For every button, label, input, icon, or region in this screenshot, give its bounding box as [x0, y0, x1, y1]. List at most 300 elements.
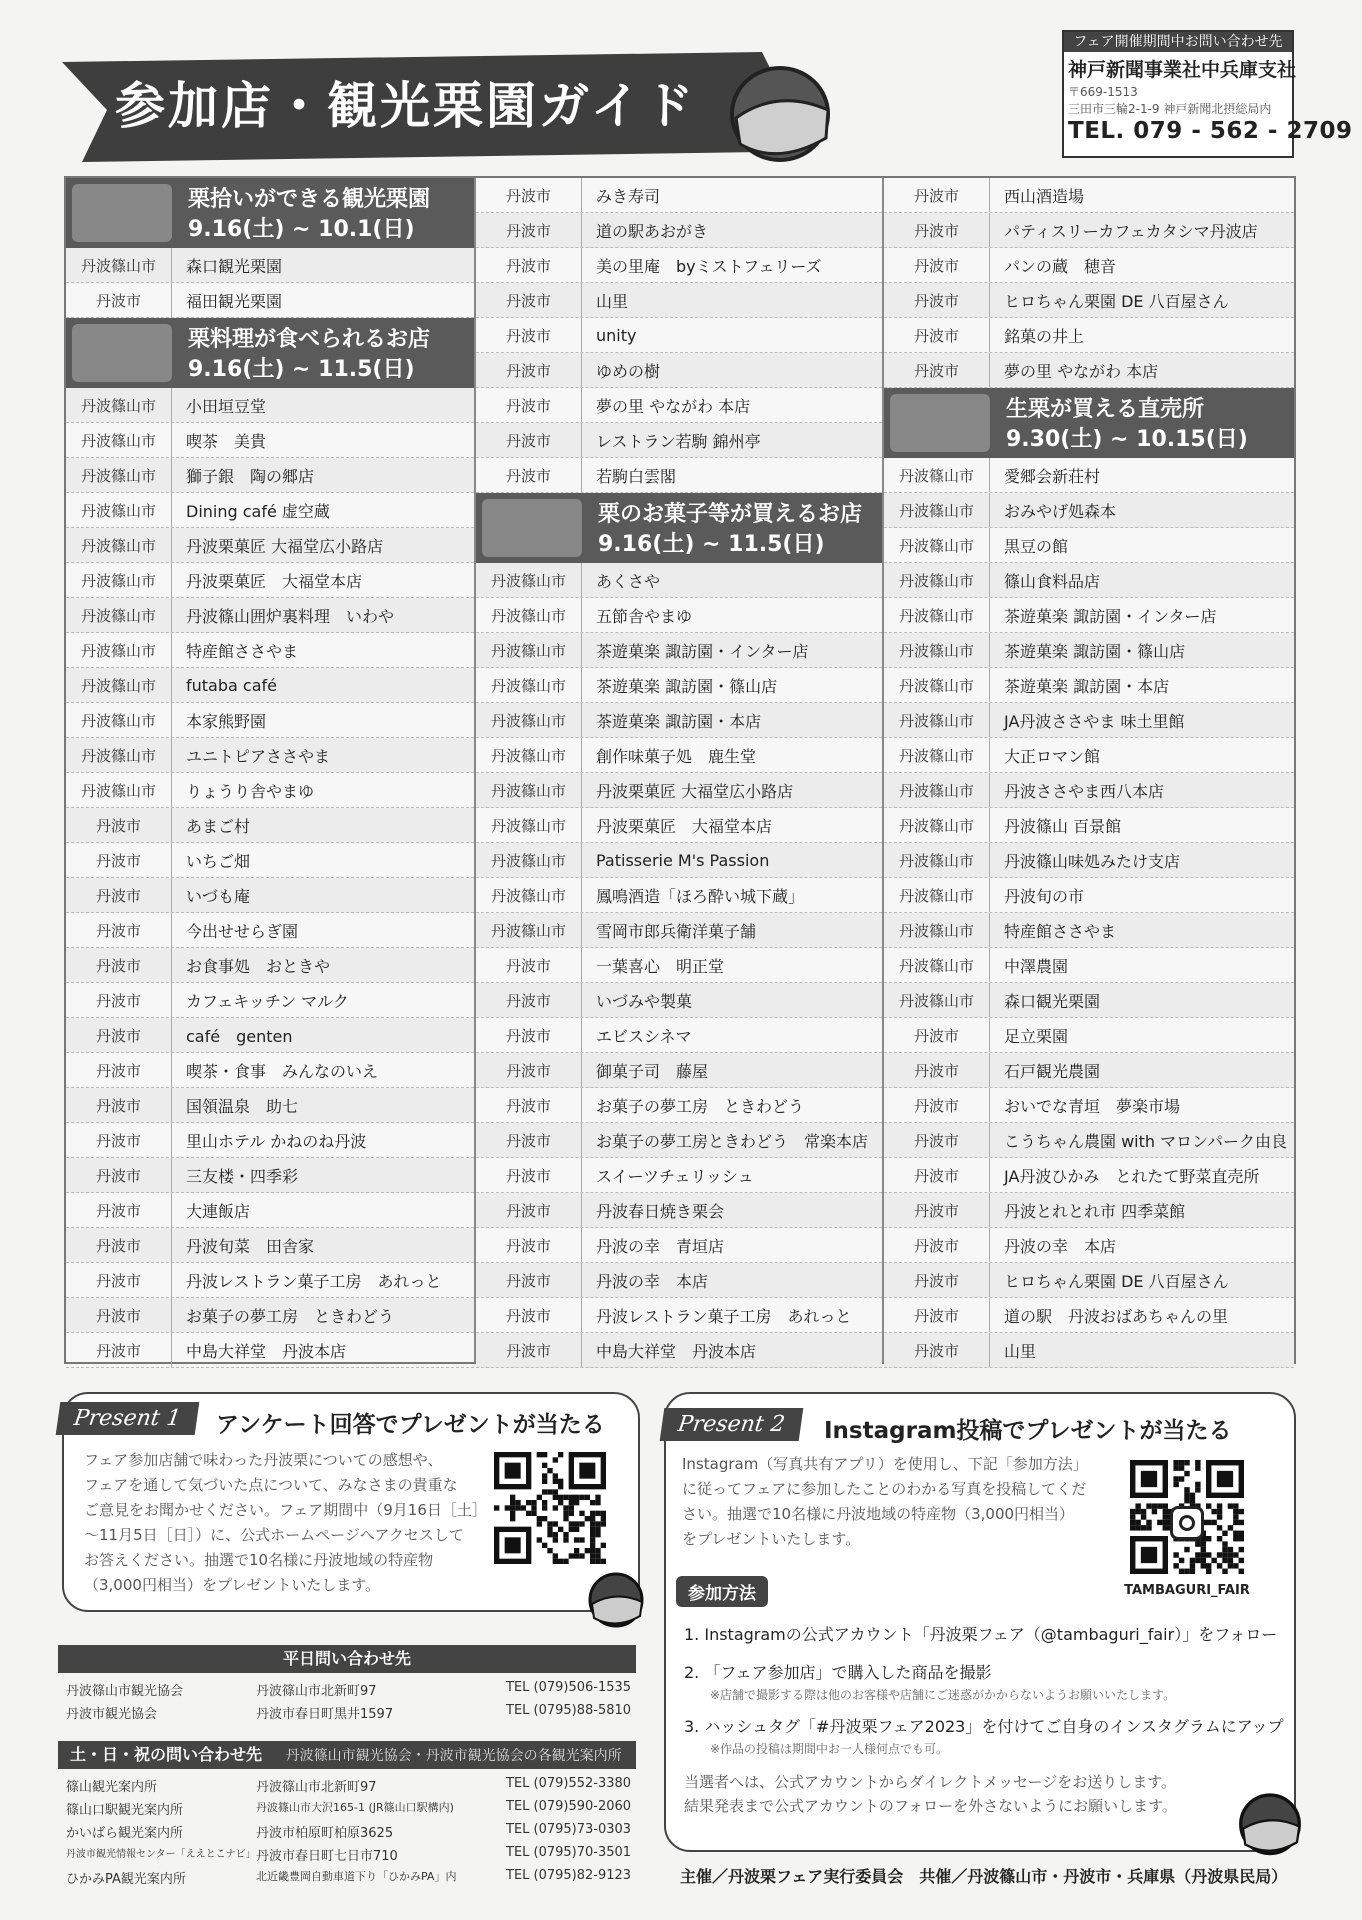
shop-row	[884, 1193, 1294, 1228]
shop-row	[66, 493, 474, 528]
shop-row	[66, 563, 474, 598]
city-name: 丹波市	[884, 1018, 990, 1052]
shop-name: 茶遊菓楽 諏訪園・インター店	[596, 641, 809, 661]
shop-name: りょうり舎やまゆ	[186, 781, 315, 801]
shop-name: 丹波の幸 本店	[596, 1271, 709, 1291]
shop-row	[476, 1088, 882, 1123]
shop-name: ヒロちゃん栗園 DE 八百屋さん	[1004, 1271, 1229, 1291]
weekday-contact-header: 平日問い合わせ先	[58, 1645, 636, 1673]
city-name: 丹波市	[476, 213, 582, 247]
shop-name: 夢の里 やながわ 本店	[1004, 361, 1159, 381]
present-1-text	[84, 1448, 487, 1598]
city-name: 丹波篠山市	[884, 668, 990, 702]
shop-row	[476, 1123, 882, 1158]
city-name: 丹波市	[66, 913, 172, 947]
shop-row	[884, 493, 1294, 528]
weekend-contact-list	[66, 1776, 636, 1896]
shop-row	[476, 213, 882, 248]
shop-name: 若駒白雲閣	[596, 466, 677, 486]
section-photo	[482, 499, 582, 557]
office-tel: TEL (079)590-2060	[506, 1799, 632, 1814]
city-name: 丹波市	[476, 388, 582, 422]
shop-row	[476, 773, 882, 808]
shop-name: 鳳鳴酒造「ほろ酔い城下蔵」	[596, 886, 805, 906]
section-dates: 9.16(土) ~ 10.1(日)	[188, 217, 415, 242]
shop-row	[66, 808, 474, 843]
shop-row	[476, 1018, 882, 1053]
office-address: 丹波篠山市北新町97	[256, 1780, 377, 1795]
city-name: 丹波市	[884, 1088, 990, 1122]
shop-row	[66, 1228, 474, 1263]
shop-row	[884, 1123, 1294, 1158]
shop-name: お菓子の夢工房 ときわどう	[186, 1306, 395, 1326]
shop-name: 石戸観光農園	[1004, 1061, 1101, 1081]
shop-name: 中澤農園	[1004, 956, 1069, 976]
city-name: 丹波篠山市	[884, 703, 990, 737]
contact-row	[66, 1822, 636, 1845]
section-title: 栗料理が食べられるお店	[188, 327, 431, 352]
city-name: 丹波篠山市	[476, 668, 582, 702]
city-name: 丹波市	[476, 1263, 582, 1297]
shop-row	[884, 668, 1294, 703]
shop-row	[476, 178, 882, 213]
shop-row	[476, 598, 882, 633]
shop-row	[66, 1158, 474, 1193]
office-name: かいばら観光案内所	[66, 1826, 184, 1841]
shop-name: 大連飯店	[186, 1201, 251, 1221]
shop-name: 創作味菓子処 鹿生堂	[596, 746, 757, 766]
shop-name: 本家熊野園	[186, 711, 267, 731]
city-name: 丹波篠山市	[476, 598, 582, 632]
shop-name: 夢の里 やながわ 本店	[596, 396, 751, 416]
city-name: 丹波篠山市	[66, 388, 172, 422]
shop-row	[476, 1298, 882, 1333]
office-tel: TEL (0795)70-3501	[506, 1845, 632, 1860]
shop-name: 茶遊菓楽 諏訪園・篠山店	[596, 676, 778, 696]
city-name: 丹波市	[476, 353, 582, 387]
shop-row	[476, 703, 882, 738]
shop-row	[884, 1333, 1294, 1368]
city-name: 丹波市	[476, 248, 582, 282]
city-name: 丹波篠山市	[66, 423, 172, 457]
shop-row	[66, 948, 474, 983]
text-line: に従ってフェアに参加したことのわかる写真を投稿してくだ	[682, 1480, 1087, 1498]
shop-name: カフェキッチン マルク	[186, 991, 349, 1011]
shop-row	[476, 633, 882, 668]
shop-row	[476, 1263, 882, 1298]
city-name: 丹波市	[476, 948, 582, 982]
shop-name: 今出せせらぎ園	[186, 921, 299, 941]
office-name: ひかみPA観光案内所	[66, 1872, 186, 1887]
weekend-title: 土・日・祝の問い合わせ先	[70, 1745, 263, 1764]
shop-name: 丹波レストラン菓子工房 あれっと	[596, 1306, 852, 1326]
office-address: 丹波市春日町七日市710	[256, 1849, 398, 1864]
shop-row	[476, 1228, 882, 1263]
city-name: 丹波市	[66, 1263, 172, 1297]
city-name: 丹波篠山市	[476, 773, 582, 807]
shop-name: café genten	[186, 1026, 293, 1046]
shop-name: 丹波の幸 本店	[1004, 1236, 1117, 1256]
shop-name: 丹波栗菓匠 大福堂広小路店	[596, 781, 794, 801]
shop-row	[476, 1193, 882, 1228]
contact-row	[66, 1868, 636, 1891]
shop-row	[476, 983, 882, 1018]
page-title: 参加店・観光栗園ガイド	[115, 77, 697, 135]
office-tel: TEL (0795)73-0303	[506, 1822, 632, 1837]
office-address: 丹波篠山市北新町97	[256, 1684, 377, 1699]
section-photo	[890, 394, 990, 452]
city-name: 丹波篠山市	[66, 248, 172, 282]
shop-row	[476, 248, 882, 283]
city-name: 丹波市	[66, 1158, 172, 1192]
city-name: 丹波市	[476, 1298, 582, 1332]
shop-name: 丹波篠山 百景館	[1004, 816, 1122, 836]
shop-name: 西山酒造場	[1004, 186, 1085, 206]
city-name: 丹波市	[476, 1088, 582, 1122]
city-name: 丹波篠山市	[884, 458, 990, 492]
office-name: 篠山口駅観光案内所	[66, 1803, 184, 1818]
shop-row	[66, 738, 474, 773]
shop-name: 森口観光栗園	[1004, 991, 1101, 1011]
shop-row	[66, 983, 474, 1018]
shop-name: こうちゃん農園 with マロンパーク由良	[1004, 1131, 1287, 1151]
city-name: 丹波篠山市	[884, 878, 990, 912]
city-name: 丹波篠山市	[884, 773, 990, 807]
shop-name: 丹波栗菓匠 大福堂本店	[186, 571, 363, 591]
shop-name: 特産館ささやま	[186, 641, 299, 661]
shop-name: 篠山食料品店	[1004, 571, 1101, 591]
shop-name: 丹波栗菓匠 大福堂本店	[596, 816, 773, 836]
city-name: 丹波市	[884, 1228, 990, 1262]
contact-tel: TEL. 079 - 562 - 2709	[1068, 118, 1353, 144]
shop-name: スイーツチェリッシュ	[596, 1166, 754, 1186]
shop-row	[884, 1263, 1294, 1298]
shop-name: 特産館ささやま	[1004, 921, 1117, 941]
city-name: 丹波市	[66, 1333, 172, 1367]
city-name: 丹波篠山市	[66, 738, 172, 772]
shop-name: 喫茶・食事 みんなのいえ	[186, 1061, 379, 1081]
section-photo	[72, 184, 172, 242]
shop-row	[476, 353, 882, 388]
shop-row	[476, 1333, 882, 1368]
shop-name: 丹波篠山囲炉裏料理 いわや	[186, 606, 395, 626]
sponsor-line: 主催／丹波栗フェア実行委員会 共催／丹波篠山市・丹波市・兵庫県（丹波県民局）	[680, 1867, 1288, 1886]
city-name: 丹波市	[476, 983, 582, 1017]
column-2	[476, 178, 882, 1362]
city-name: 丹波市	[476, 318, 582, 352]
city-name: 丹波市	[66, 1228, 172, 1262]
city-name: 丹波篠山市	[884, 913, 990, 947]
text-line: Instagram（写真共有アプリ）を使用し、下記「参加方法」	[682, 1455, 1088, 1473]
city-name: 丹波市	[884, 1263, 990, 1297]
chestnut-icon	[1234, 1786, 1306, 1858]
shop-row	[884, 808, 1294, 843]
shop-row	[476, 458, 882, 493]
city-name: 丹波市	[66, 1088, 172, 1122]
city-name: 丹波市	[884, 283, 990, 317]
shop-name: 御菓子司 藤屋	[596, 1061, 709, 1081]
shop-name: unity	[596, 325, 637, 345]
section-header-restaurants	[66, 318, 474, 388]
shop-name: Patisserie M's Passion	[596, 850, 770, 870]
city-name: 丹波市	[884, 213, 990, 247]
city-name: 丹波市	[66, 283, 172, 317]
city-name: 丹波市	[884, 1298, 990, 1332]
shop-name: 丹波とれとれ市 四季菜館	[1004, 1201, 1186, 1221]
shop-row	[884, 283, 1294, 318]
city-name: 丹波篠山市	[476, 563, 582, 597]
shop-row	[476, 738, 882, 773]
present-2-tag: Present 2	[660, 1408, 803, 1441]
shop-name: 茶遊菓楽 諏訪園・本店	[596, 711, 762, 731]
shop-row	[884, 598, 1294, 633]
shop-row	[884, 528, 1294, 563]
text-line: をプレゼントいたします。	[682, 1530, 861, 1548]
shop-name: ヒロちゃん栗園 DE 八百屋さん	[1004, 291, 1229, 311]
shop-row	[476, 388, 882, 423]
shop-name: 茶遊菓楽 諏訪園・本店	[1004, 676, 1170, 696]
shop-name: 里山ホテル かねのね丹波	[186, 1131, 367, 1151]
shop-row	[66, 1018, 474, 1053]
shop-row	[884, 248, 1294, 283]
shop-row	[66, 248, 474, 283]
shop-row	[66, 773, 474, 808]
shop-name: おみやげ処森本	[1004, 501, 1117, 521]
text-line: 当選者へは、公式アカウントからダイレクトメッセージをお送りします。	[684, 1773, 1177, 1791]
shop-name: 道の駅あおがき	[596, 221, 709, 241]
office-name: 篠山観光案内所	[66, 1780, 158, 1795]
shop-row	[884, 1158, 1294, 1193]
present-1-tag: Present 1	[56, 1402, 199, 1435]
shop-name: あくさや	[596, 571, 661, 591]
office-tel: TEL (079)506-1535	[506, 1680, 632, 1695]
city-name: 丹波市	[66, 1193, 172, 1227]
city-name: 丹波篠山市	[476, 738, 582, 772]
shop-row	[476, 843, 882, 878]
shop-name: Dining café 虚空蔵	[186, 501, 330, 521]
shop-row	[884, 843, 1294, 878]
shop-name: レストラン若駒 錦州亭	[596, 431, 761, 451]
shop-name: ユニトピアささやま	[186, 746, 331, 766]
shop-row	[476, 283, 882, 318]
shop-name: 山里	[1004, 1341, 1037, 1361]
fair-contact-box	[1062, 30, 1353, 158]
howto-step-3: 3. ハッシュタグ「#丹波栗フェア2023」を付けてご自身のインスタグラムにアップ	[684, 1717, 1284, 1736]
shop-name: 丹波篠山味処みたけ支店	[1004, 851, 1181, 871]
contact-row	[66, 1799, 636, 1822]
shop-name: パンの蔵 穂音	[1004, 256, 1117, 276]
office-tel: TEL (0795)88-5810	[506, 1703, 632, 1718]
section-title: 栗拾いができる観光栗園	[188, 187, 431, 212]
shop-row	[884, 983, 1294, 1018]
city-name: 丹波市	[476, 178, 582, 212]
city-name: 丹波篠山市	[66, 493, 172, 527]
city-name: 丹波篠山市	[476, 703, 582, 737]
city-name: 丹波篠山市	[66, 563, 172, 597]
city-name: 丹波市	[884, 248, 990, 282]
city-name: 丹波篠山市	[884, 843, 990, 877]
shop-name: 雪岡市郎兵衛洋菓子舗	[596, 921, 757, 941]
shop-name: 獅子銀 陶の郷店	[186, 466, 315, 486]
text-line: フェア参加店舗で味わった丹波栗についての感想や、	[84, 1451, 443, 1469]
shop-name: 中島大祥堂 丹波本店	[186, 1341, 347, 1361]
office-address: 丹波篠山市大沢165-1 (JR篠山口駅構内)	[256, 1801, 454, 1814]
contact-row	[66, 1776, 636, 1799]
shop-name: お菓子の夢工房 ときわどう	[596, 1096, 805, 1116]
city-name: 丹波市	[884, 1158, 990, 1192]
contact-label: フェア開催期間中お問い合わせ先	[1064, 32, 1292, 52]
city-name: 丹波篠山市	[884, 598, 990, 632]
shop-row	[66, 528, 474, 563]
shop-row	[884, 458, 1294, 493]
city-name: 丹波市	[66, 983, 172, 1017]
city-name: 丹波市	[884, 1053, 990, 1087]
shop-name: 茶遊菓楽 諏訪園・篠山店	[1004, 641, 1186, 661]
shop-name: 道の駅 丹波おばあちゃんの里	[1004, 1306, 1229, 1326]
shop-name: JA丹波ささやま 味土里館	[1004, 711, 1185, 731]
shop-name: いちご畑	[186, 851, 251, 871]
shop-row	[476, 1158, 882, 1193]
city-name: 丹波市	[66, 808, 172, 842]
howto-note-1: ※店舗で撮影する際は他のお客様や店舗にご迷惑がかからないようお願いいたします。	[710, 1688, 1176, 1702]
office-name: 丹波市観光情報センター「ええとこナビ」	[66, 1849, 256, 1860]
shop-row	[66, 458, 474, 493]
office-name: 丹波篠山市観光協会	[66, 1684, 184, 1699]
city-name: 丹波篠山市	[884, 948, 990, 982]
city-name: 丹波篠山市	[476, 808, 582, 842]
contact-row	[66, 1680, 636, 1703]
city-name: 丹波篠山市	[884, 493, 990, 527]
section-title: 生栗が買える直売所	[1006, 397, 1205, 422]
weekday-contact-list	[66, 1680, 636, 1730]
chestnut-icon	[584, 1566, 648, 1630]
shop-row	[476, 563, 882, 598]
shop-row	[66, 1088, 474, 1123]
shop-name: エビスシネマ	[596, 1026, 692, 1046]
office-address: 北近畿豊岡自動車道下り「ひかみPA」内	[256, 1870, 457, 1883]
shop-row	[476, 1053, 882, 1088]
shop-list-grid	[64, 176, 1296, 1364]
city-name: 丹波篠山市	[66, 668, 172, 702]
shop-name: 丹波レストラン菓子工房 あれっと	[186, 1271, 442, 1291]
shop-name: 丹波旬菜 田舎家	[186, 1236, 315, 1256]
city-name: 丹波市	[66, 1018, 172, 1052]
city-name: 丹波市	[476, 283, 582, 317]
shop-row	[66, 1298, 474, 1333]
shop-row	[476, 318, 882, 353]
shop-row	[884, 703, 1294, 738]
city-name: 丹波篠山市	[884, 563, 990, 597]
weekend-subtitle: 丹波篠山市観光協会・丹波市観光協会の各観光案内所	[285, 1748, 622, 1764]
shop-name: 五節舎やまゆ	[596, 606, 693, 626]
shop-row	[884, 948, 1294, 983]
qr-code-survey[interactable]	[494, 1452, 606, 1564]
shop-name: 山里	[596, 291, 629, 311]
present-1-title: アンケート回答でプレゼントが当たる	[216, 1412, 605, 1438]
text-line: ～11月5日［日］）に、公式ホームページへアクセスして	[84, 1526, 464, 1544]
shop-row	[884, 563, 1294, 598]
shop-row	[476, 948, 882, 983]
city-name: 丹波市	[476, 1158, 582, 1192]
shop-row	[66, 1333, 474, 1368]
text-line: 結果発表まで公式アカウントのフォローを外さないようにお願いします。	[684, 1797, 1177, 1815]
shop-name: 中島大祥堂 丹波本店	[596, 1341, 757, 1361]
office-tel: TEL (079)552-3380	[506, 1776, 632, 1791]
shop-row	[66, 878, 474, 913]
city-name: 丹波市	[476, 423, 582, 457]
city-name: 丹波篠山市	[476, 913, 582, 947]
shop-name: 丹波ささやま西八本店	[1004, 781, 1165, 801]
weekend-contact-header	[58, 1741, 636, 1769]
shop-row	[884, 1228, 1294, 1263]
city-name: 丹波市	[476, 1018, 582, 1052]
shop-name: 国領温泉 助七	[186, 1096, 299, 1116]
section-dates: 9.30(土) ~ 10.15(日)	[1006, 427, 1248, 452]
city-name: 丹波篠山市	[476, 878, 582, 912]
city-name: 丹波篠山市	[476, 843, 582, 877]
section-dates: 9.16(土) ~ 11.5(日)	[188, 357, 415, 382]
shop-row	[476, 913, 882, 948]
shop-row	[66, 1053, 474, 1088]
section-photo	[72, 324, 172, 382]
city-name: 丹波篠山市	[66, 703, 172, 737]
closing-text	[684, 1770, 1177, 1818]
shop-row	[66, 1193, 474, 1228]
text-line: さい。抽選で10名様に丹波地域の特産物（3,000円相当）	[682, 1505, 1075, 1523]
contact-org: 神戸新聞事業社中兵庫支社	[1068, 59, 1297, 81]
city-name: 丹波篠山市	[66, 598, 172, 632]
office-name: 丹波市観光協会	[66, 1707, 158, 1722]
city-name: 丹波篠山市	[884, 983, 990, 1017]
city-name: 丹波市	[476, 1193, 582, 1227]
office-tel: TEL (0795)82-9123	[506, 1868, 632, 1883]
howto-label: 参加方法	[676, 1576, 768, 1607]
shop-name: 茶遊菓楽 諏訪園・インター店	[1004, 606, 1217, 626]
shop-name: 喫茶 美貴	[186, 431, 267, 451]
present-2-title: Instagram投稿でプレゼントが当たる	[824, 1418, 1232, 1444]
shop-row	[884, 878, 1294, 913]
howto-step-2: 2. 「フェア参加店」で購入した商品を撮影	[684, 1663, 992, 1682]
contact-row	[66, 1845, 636, 1868]
city-name: 丹波市	[66, 843, 172, 877]
shop-row	[66, 843, 474, 878]
shop-name: 黒豆の館	[1004, 536, 1069, 556]
city-name: 丹波篠山市	[476, 633, 582, 667]
shop-row	[884, 178, 1294, 213]
office-address: 丹波市柏原町柏原3625	[256, 1826, 394, 1841]
city-name: 丹波市	[476, 1123, 582, 1157]
section-title: 栗のお菓子等が買えるお店	[598, 502, 863, 527]
city-name: 丹波市	[476, 458, 582, 492]
shop-name: ゆめの樹	[596, 361, 661, 381]
shop-name: 丹波春日焼き栗会	[596, 1201, 725, 1221]
instagram-icon	[1170, 1506, 1204, 1540]
text-line: （3,000円相当）をプレゼントいたします。	[84, 1576, 381, 1594]
text-line: ご意見をお聞かせください。フェア期間中（9月16日［土］	[84, 1501, 487, 1519]
shop-row	[66, 423, 474, 458]
text-line: お答えください。抽選で10名様に丹波地域の特産物	[84, 1551, 434, 1569]
column-3	[884, 178, 1294, 1362]
city-name: 丹波篠山市	[66, 633, 172, 667]
shop-row	[884, 633, 1294, 668]
shop-name: 福田観光栗園	[186, 291, 283, 311]
city-name: 丹波市	[884, 1123, 990, 1157]
shop-name: お菓子の夢工房ときわどう 常楽本店	[596, 1131, 869, 1151]
instagram-account: TAMBAGURI_FAIR	[1124, 1583, 1250, 1598]
office-address: 丹波市春日町黒井1597	[256, 1707, 394, 1722]
shop-row	[66, 668, 474, 703]
shop-name: futaba café	[186, 675, 277, 695]
